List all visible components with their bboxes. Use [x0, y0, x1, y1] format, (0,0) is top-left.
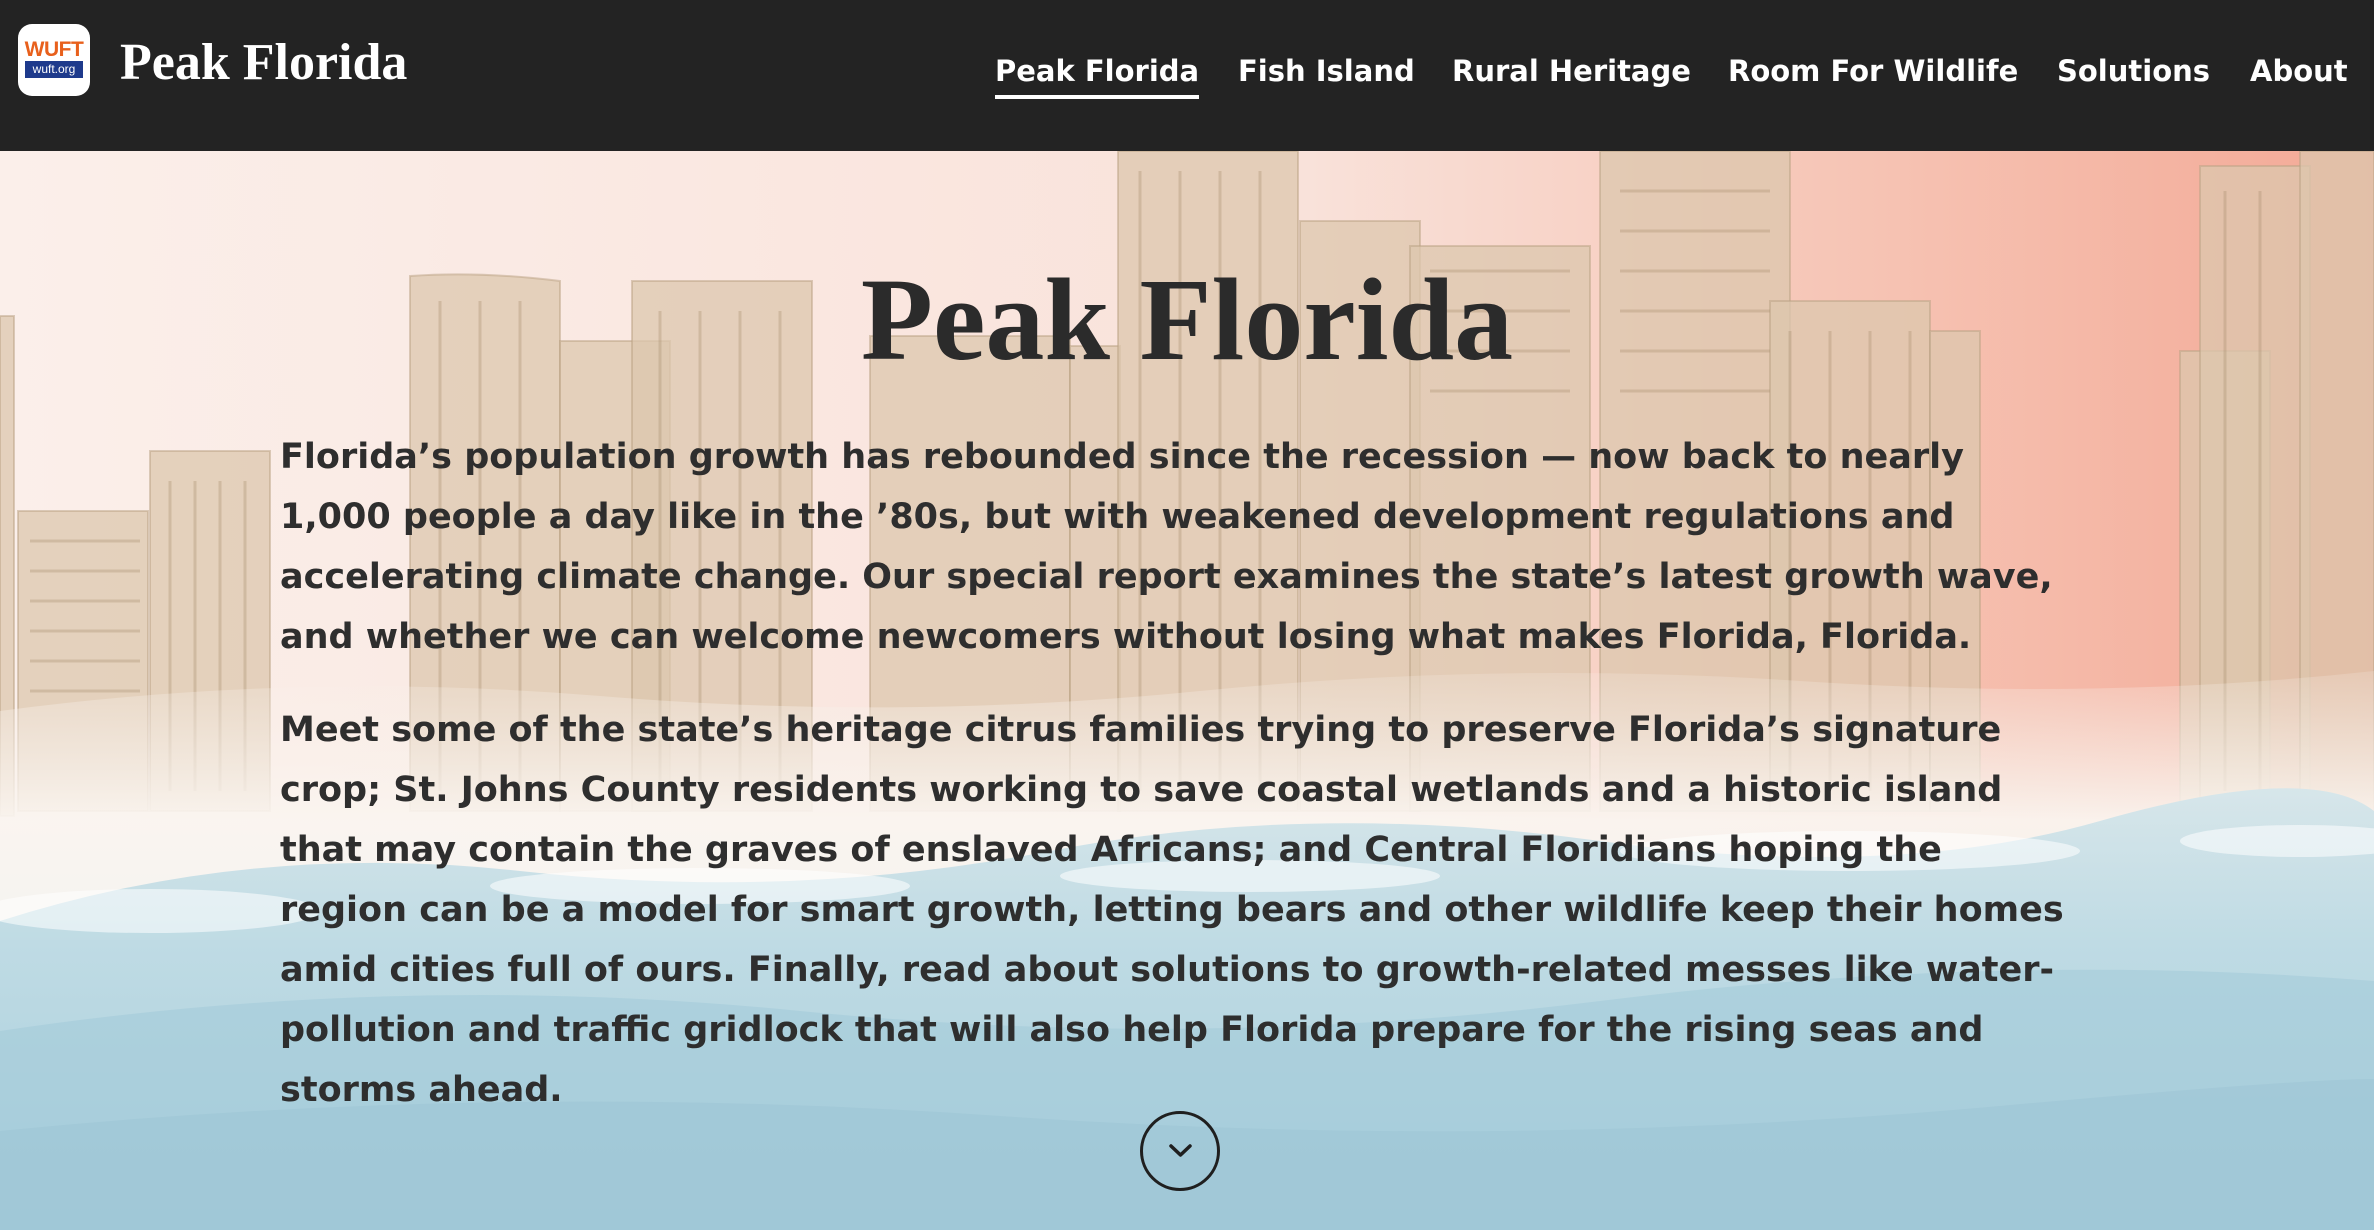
nav-item-room-for-wildlife[interactable]: Room For Wildlife: [1728, 54, 2019, 88]
nav-item-solutions[interactable]: Solutions: [2057, 54, 2211, 88]
scroll-down-button[interactable]: [1140, 1111, 1220, 1191]
wuft-logo[interactable]: [18, 24, 90, 96]
hero-title: Peak Florida: [860, 254, 1514, 385]
logo-wordmark: WUFT: [24, 38, 84, 61]
site-title[interactable]: Peak Florida: [120, 34, 408, 91]
nav-item-rural-heritage[interactable]: Rural Heritage: [1452, 54, 1691, 88]
chevron-down-icon: [1167, 1140, 1194, 1162]
nav-item-about[interactable]: About: [2250, 54, 2348, 88]
logo-url: wuft.org: [25, 61, 83, 78]
nav-item-fish-island[interactable]: Fish Island: [1238, 54, 1415, 88]
summary-paragraph: Meet some of the state’s heritage citrus families trying to preserve Florida’s signature crop; St. Johns County residents working to save coastal wetlands and a historic island that may contain the graves of enslaved Africans; and Central Floridians hoping the region can be a model for smart growth, letting bears and other wildlife keep their homes amid cities full of ours. Finally, read about solutions to growth-related messes like water-pollution and traffic gridlock that will also help Florida prepare for the rising seas and storms ahead.: [280, 710, 2064, 1110]
top-navigation-bar: [0, 0, 2374, 151]
intro-paragraph: Florida’s population growth has rebounded since the recession — now back to nearly 1,000 people a day like in the ’80s, but with weakened development regulations and accelerating climate change. Our special report examines the state’s latest growth wave, and whether we can welcome newcomers without losing what makes Florida, Florida.: [280, 437, 2053, 657]
nav-item-peak-florida[interactable]: Peak Florida: [995, 47, 1199, 99]
